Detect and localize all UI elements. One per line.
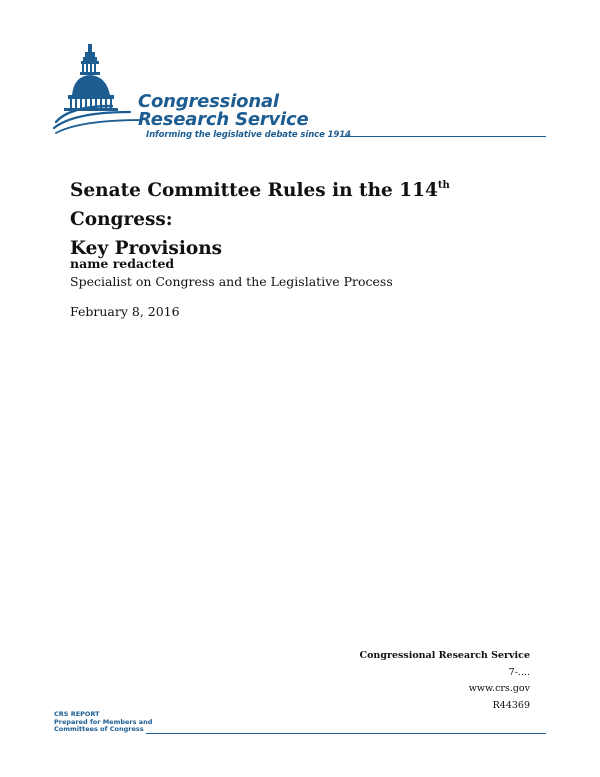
title-line2: Key Provisions <box>70 238 223 259</box>
report-title <box>70 176 540 263</box>
contact-organization: Congressional Research Service <box>359 650 530 661</box>
footer-line3: Committees of Congress <box>54 725 144 734</box>
logo-name-line1: Congressional <box>138 91 279 112</box>
logo-tagline: Informing the legislative debate since 1914 <box>146 130 351 140</box>
capitol-dome-icon <box>50 40 150 140</box>
title-text-continued: Congress: <box>70 209 173 230</box>
footer-divider <box>146 733 546 734</box>
report-date: February 8, 2016 <box>70 304 180 319</box>
author-role: Specialist on Congress and the Legislative Process <box>70 274 393 289</box>
footer-line2: Prepared for Members and <box>54 717 153 726</box>
title-text: Senate Committee Rules in the 114 <box>70 180 438 201</box>
title-superscript: th <box>437 180 450 191</box>
footer-line1: CRS REPORT <box>54 710 100 718</box>
author-name: name redacted <box>70 256 175 271</box>
logo-name-line2: Research Service <box>138 109 309 130</box>
contact-block <box>360 648 530 714</box>
footer-label <box>54 711 152 734</box>
crs-logo <box>50 40 550 150</box>
report-number: R44369 <box>492 699 530 711</box>
logo-divider <box>343 136 546 137</box>
contact-phone: 7-.... <box>508 666 530 678</box>
contact-website: www.crs.gov <box>468 683 530 694</box>
